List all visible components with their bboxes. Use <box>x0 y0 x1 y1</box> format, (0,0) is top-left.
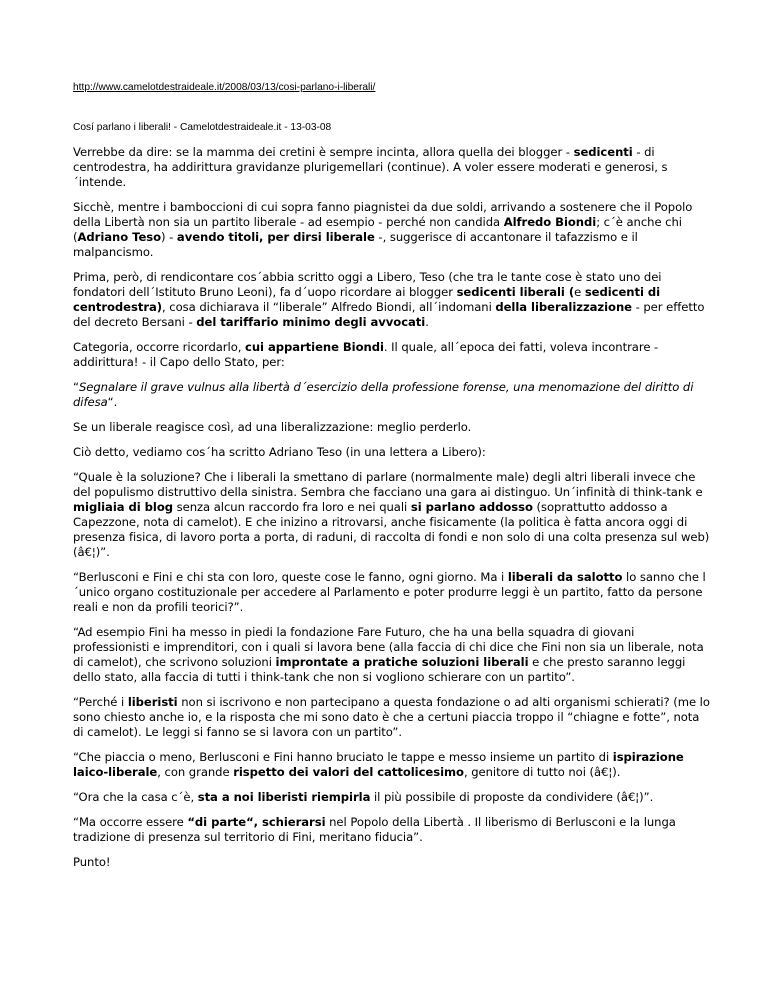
paragraph <box>73 270 713 330</box>
text-run: Se un liberale reagisce così, ad una liberalizzazione: meglio perderlo. <box>73 420 472 434</box>
bold-text: Adriano Teso <box>77 230 162 244</box>
bold-text: migliaia di blog <box>73 500 174 514</box>
text-run: , genitore di tutto noi (â€¦). <box>463 765 621 779</box>
text-run: “Che piaccia o meno, Berlusconi e Fini hanno bruciato le tappe e messo insieme un partito di <box>73 750 613 764</box>
bold-text: improntate a pratiche soluzioni liberali <box>275 655 529 669</box>
bold-text: del tariffario minimo degli avvocati <box>196 315 426 329</box>
text-run: senza alcun raccordo fra loro e nei quali <box>173 500 411 514</box>
paragraph <box>73 750 713 780</box>
bold-text: sedicenti di centrodestra) <box>73 285 661 314</box>
text-run: “Quale è la soluzione? Che i liberali la smettano di parlare (normalmente male) degli altri liberali invece che del populismo distruttivo della sinistra. Sembra che facciano una gara ai distinguo. Un´infinità di think-tank e <box>73 470 703 499</box>
bold-text: sedicenti liberali ( <box>456 285 575 299</box>
text-run: , cosa dichiarava il “liberale” Alfredo Biondi, all´indomani <box>162 300 496 314</box>
text-run: “. <box>107 395 118 409</box>
paragraph <box>73 200 713 260</box>
text-run: Sicchè, mentre i bamboccioni di cui sopra fanno piagnistei da due soldi, arrivando a sostenere che il Popolo della Libertà non sia un partito liberale - ad esempio - perché non candida <box>73 200 693 229</box>
text-run: Categoria, occorre ricordarlo, <box>73 340 246 354</box>
paragraph <box>73 815 713 845</box>
text-run: “Berlusconi e Fini e chi sta con loro, queste cose le fanno, ogni giorno. Ma i <box>73 570 508 584</box>
text-run: . <box>425 315 429 329</box>
text-run: Ciò detto, vediamo cos´ha scritto Adriano Teso (in una lettera a Libero): <box>73 445 486 459</box>
paragraph <box>73 625 713 685</box>
text-run: ) - <box>161 230 177 244</box>
paragraph <box>73 145 713 190</box>
paragraph <box>73 445 713 460</box>
text-run: e che presto saranno leggi dello stato, alla faccia di tutti i think-tank che non si vogliono schierare con un partito”. <box>73 655 686 684</box>
paragraph <box>73 380 713 410</box>
text-run: , con grande <box>157 765 234 779</box>
bold-text: liberali da salotto <box>507 570 623 584</box>
italic-text: Segnalare il grave vulnus alla libertà d´esercizio della professione forense, una menomazione del diritto di difesa <box>73 380 694 409</box>
bold-text: si parlano addosso <box>410 500 533 514</box>
text-run: Prima, però, di rendicontare cos´abbia scritto oggi a Libero, Teso (che tra le tante cose è stato uno dei fondatori dell´Istituto Bruno Leoni), fa d´uopo ricordare ai blogger <box>73 270 662 299</box>
text-run: “Perché i <box>73 695 128 709</box>
text-run: lo sanno che l´unico organo costituzionale per accedere al Parlamento e poter produrre leggi è un partito, fatto da persone reali e non da profili teorici?”. <box>73 570 706 614</box>
text-run: Punto! <box>73 855 111 869</box>
paragraph <box>73 570 713 615</box>
bold-text: cui appartiene Biondi <box>245 340 384 354</box>
bold-text: della liberalizzazione <box>495 300 632 314</box>
text-run: il più possibile di proposte da condividere (â€¦)”. <box>370 790 654 804</box>
paragraph <box>73 695 713 740</box>
source-url-link[interactable]: http://www.camelotdestraideale.it/2008/03/13/cosi-parlano-i-liberali/ <box>73 82 376 93</box>
text-run: - per effetto del decreto Bersani - <box>73 300 705 329</box>
text-run: ; c´è anche chi ( <box>73 215 682 244</box>
text-run: Verrebbe da dire: se la mamma dei cretini è sempre incinta, allora quella dei blogger - <box>73 145 574 159</box>
article-body <box>73 145 713 880</box>
paragraph <box>73 855 713 870</box>
bold-text: sedicenti <box>573 145 633 159</box>
bold-text: Alfredo Biondi <box>503 215 597 229</box>
text-run: “Ora che la casa c´è, <box>73 790 198 804</box>
bold-text: ispirazione laico-liberale <box>73 750 684 779</box>
text-run: “ <box>73 380 79 394</box>
text-run: “Ma occorre essere <box>73 815 188 829</box>
bold-text: avendo titoli, per dirsi liberale <box>176 230 375 244</box>
text-run: (soprattutto addosso a Capezzone, nota di camelot). E che inizino a ritrovarsi, anche fisicamente (la politica è fatta ancora oggi di presenza fisica, di lavoro porta a porta, di raduni, di raccolta di fondi e non solo di una colta presenza sul web) (â€¦)”. <box>73 500 710 559</box>
source-line: Cosí parlano i liberali! - Camelotdestraideale.it - 13-03-08 <box>73 122 332 133</box>
bold-text: liberisti <box>127 695 178 709</box>
paragraph <box>73 340 713 370</box>
text-run: nel Popolo della Libertà . Il liberismo di Berlusconi e la lunga tradizione di presenza sul territorio di Fini, meritano fiducia”. <box>73 815 676 844</box>
bold-text: sta a noi liberisti riempirla <box>197 790 371 804</box>
bold-text: rispetto dei valori del cattolicesimo <box>233 765 464 779</box>
paragraph <box>73 420 713 435</box>
paragraph <box>73 790 713 805</box>
text-run: “Ad esempio Fini ha messo in piedi la fondazione Fare Futuro, che ha una bella squadra di giovani professionisti e imprenditori, con i quali si lavora bene (alla faccia di chi dice che Fini non sia un liberale, nota di camelot), che scrivono soluzioni <box>73 625 704 669</box>
text-run: . Il quale, all´epoca dei fatti, voleva incontrare - addirittura! - il Capo dello Stato, per: <box>73 340 659 369</box>
text-run: - di centrodestra, ha addirittura gravidanze plurigemellari (continue). A voler essere moderati e generosi, s´intende. <box>73 145 668 189</box>
text-run: -, suggerisce di accantonare il tafazzismo e il malpancismo. <box>73 230 638 259</box>
text-run: non si iscrivono e non partecipano a questa fondazione o ad alti organismi schierati? (me lo sono chiesto anche io, e la risposta che mi sono dato è che a certuni piaccia troppo il “chiagne e fotte”, nota di camelot). Le leggi si fanno se si lavora con un partito”. <box>73 695 710 739</box>
bold-text: “di parte“, schierarsi <box>187 815 326 829</box>
paragraph <box>73 470 713 560</box>
text-run: e <box>574 285 585 299</box>
